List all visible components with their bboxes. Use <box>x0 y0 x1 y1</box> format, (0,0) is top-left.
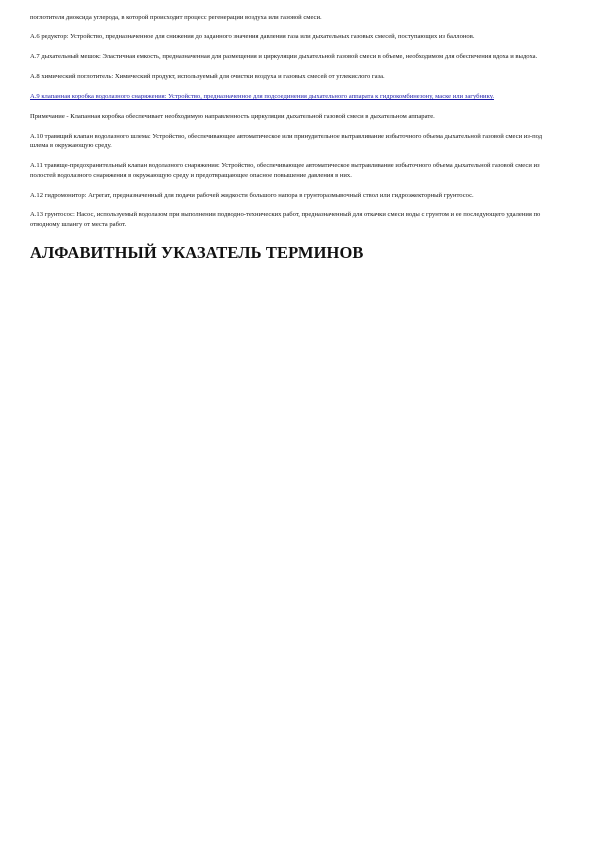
paragraph-a13-soil-pump: А.13 грунтосос: Насос, используемый водолазом при выполнении подводно-технических работ, предназначенный для откачки смеси воды с грунтом и ее последующего удаления по отводному шлангу от места работ. <box>30 211 541 228</box>
paragraph-note: Примечание - Клапанная коробка обеспечивает необходимую направленность циркуляции дыхательной газовой смеси в дыхательном аппарате. <box>30 113 435 121</box>
paragraph-a9-valve-box <box>30 92 551 101</box>
paragraph-a10-exhaust-valve: А.10 травящий клапан водолазного шлема: Устройство, обеспечивающее автоматическое или принудительное вытравливание избыточного объема дыхательной газовой смеси из-под шлема в окружающую среду. <box>30 132 543 150</box>
paragraph-a6-reducer: А.6 редуктор: Устройство, предназначенное для снижения до заданного значения давления газа или дыхательных газовых смесей, поступающих из баллонов. <box>30 33 475 41</box>
paragraph-a11-relief-valve: А.11 травяще-предохранительный клапан водолазного снаряжения: Устройство, обеспечивающее автоматическое вытравливание избыточного объема дыхательной газовой смеси из полостей водолазного снаряжения в окружающую среду и предотвращающее опасное повышение давления в них. <box>30 162 540 179</box>
paragraph-a12-hydromonitor: А.12 гидромонитор: Агрегат, предназначенный для подачи рабочей жидкости большого напора в грунторазмывочный ствол или гидроэжекторный грунтосос. <box>30 191 474 199</box>
paragraph-a7-breathing-bag: А.7 дыхательный мешок: Эластичная емкость, предназначенная для размещения и циркуляции дыхательной газовой смеси в объеме, необходимом для обеспечения вдоха и выдоха. <box>30 53 538 61</box>
paragraph-a8-chemical-absorber: А.8 химический поглотитель: Химический продукт, используемый для очистки воздуха и газовых смесей от углекислого газа. <box>30 73 385 81</box>
paragraph-a5-continuation: поглотителя диоксида углерода, в которой происходит процесс регенерации воздуха или газовой смеси. <box>30 14 322 21</box>
valve-box-link[interactable]: А.9 клапанная коробка водолазного снаряжения: Устройство, предназначенное для подсоединения дыхательного аппарата к гидрокомбинезону, маске или загубнику. <box>30 93 494 101</box>
section-heading: АЛФАВИТНЫЙ УКАЗАТЕЛЬ ТЕРМИНОВ <box>30 243 364 263</box>
